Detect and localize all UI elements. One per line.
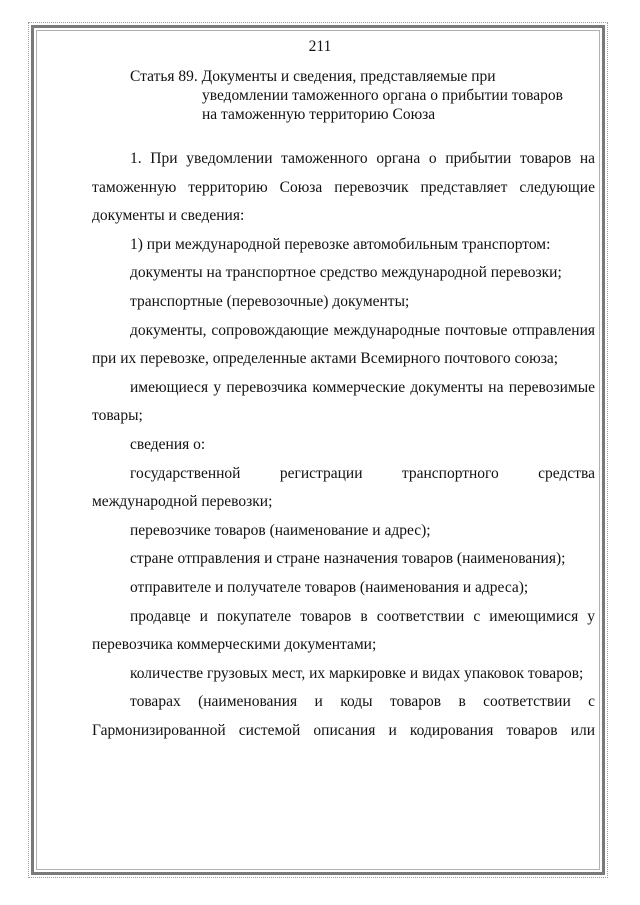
article-heading (130, 67, 600, 124)
article-heading-line-2: уведомлении таможенного органа о прибытии товаров (202, 87, 563, 104)
paragraph-12: продавце и покупателе товаров в соответствии с имеющимися у перевозчика коммерческими документами; (92, 607, 595, 654)
paragraph-6: имеющиеся у перевозчика коммерческие документы на перевозимые товары; (92, 378, 595, 425)
paragraph-3: документы на транспортное средство международной перевозки; (130, 264, 562, 282)
page-number: 211 (308, 38, 332, 55)
article-body (92, 145, 595, 745)
paragraph-8: государственной регистрации транспортного средства международной перевозки; (92, 464, 595, 511)
paragraph-9: перевозчике товаров (наименование и адрес); (130, 521, 431, 539)
paragraph-4: транспортные (перевозочные) документы; (130, 292, 410, 310)
article-heading-line-1: Статья 89. Документы и сведения, представляемые при (130, 68, 496, 85)
paragraph-7: сведения о: (130, 435, 206, 453)
paragraph-11: отправителе и получателе товаров (наименования и адреса); (130, 578, 529, 596)
paragraph-5: документы, сопровождающие международные почтовые отправления при их перевозке, определенные актами Всемирного почтового союза; (92, 321, 595, 368)
paragraph-14: товарах (наименования и коды товаров в соответствии с Гармонизированной системой описания и кодирования товаров или (92, 693, 595, 739)
paragraph-13: количестве грузовых мест, их маркировке и видах упаковок товаров; (130, 664, 584, 682)
article-heading-line-3: на таможенную территорию Союза (202, 106, 436, 123)
paragraph-1: 1. При уведомлении таможенного органа о прибытии товаров на таможенную территорию Союза перевозчик представляет следующие документы и сведения: (92, 150, 595, 225)
paragraph-10: стране отправления и стране назначения товаров (наименования); (130, 550, 566, 568)
paragraph-2: 1) при международной перевозке автомобильным транспортом: (130, 235, 551, 253)
